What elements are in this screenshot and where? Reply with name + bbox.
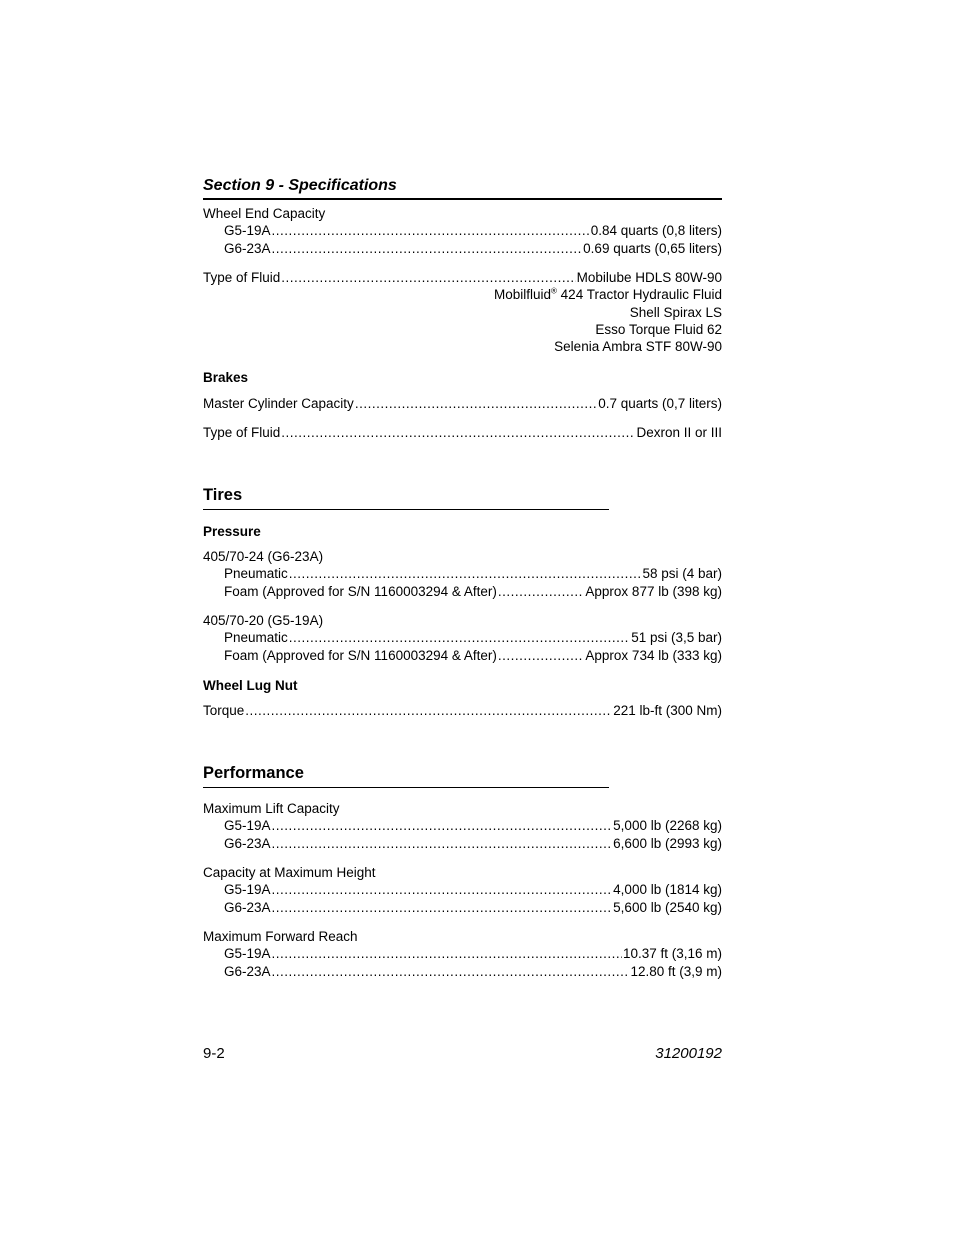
spec-label: G6-23A: [224, 835, 271, 851]
pressure-title: Pressure: [203, 524, 261, 539]
brakes-block: [203, 369, 722, 386]
spec-label: G6-23A: [224, 899, 271, 915]
spec-label: G5-19A: [224, 223, 271, 239]
max-forward-reach-title: Maximum Forward Reach: [203, 929, 358, 944]
leader-dots: [281, 269, 575, 286]
spec-row: [203, 269, 722, 286]
leader-dots: [281, 424, 635, 441]
spec-label: G6-23A: [224, 240, 271, 256]
spec-value: Approx 877 lb (398 kg): [585, 583, 722, 599]
tire-a-block: [203, 548, 722, 600]
max-lift-block: [203, 800, 722, 852]
leader-dots: [272, 963, 630, 980]
spec-row: [203, 222, 722, 239]
spec-label: Pneumatic: [224, 630, 288, 646]
spec-row: [203, 565, 722, 582]
performance-title: Performance: [203, 763, 609, 788]
fluid-product: 424 Tractor Hydraulic Fluid: [556, 287, 722, 303]
spec-value: Dexron II or III: [636, 425, 722, 440]
wheel-end-capacity-block: [203, 205, 722, 257]
leader-dots: [272, 817, 613, 834]
leader-dots: [272, 835, 613, 852]
spec-label: Foam (Approved for S/N 1160003294 & After): [224, 583, 497, 599]
spec-value: 6,600 lb (2993 kg): [613, 835, 722, 851]
lug-nut-block: [203, 677, 722, 694]
spec-value: 0.84 quarts (0,8 liters): [590, 223, 722, 239]
spec-label: Pneumatic: [224, 566, 288, 582]
spec-label: G5-19A: [224, 818, 271, 834]
spec-value: 5,600 lb (2540 kg): [613, 899, 722, 915]
spec-value: 4,000 lb (1814 kg): [613, 882, 722, 898]
spec-label: G5-19A: [224, 882, 271, 898]
spec-row: [203, 647, 722, 664]
doc-number: 31200192: [655, 1045, 722, 1062]
tires-title: Tires: [203, 485, 609, 510]
leader-dots: [272, 222, 590, 239]
leader-dots: [272, 881, 613, 898]
spec-value: 221 lb-ft (300 Nm): [613, 703, 722, 718]
spec-row: [203, 881, 722, 898]
max-forward-reach-block: [203, 928, 722, 980]
wheel-end-capacity-title: Wheel End Capacity: [203, 206, 326, 221]
tire-size-title: 405/70-20 (G5-19A): [203, 613, 324, 628]
leader-dots: [245, 702, 612, 719]
brakes-title: Brakes: [203, 370, 249, 385]
spec-row: [203, 835, 722, 852]
spec-row: [203, 899, 722, 916]
spec-label: G5-19A: [224, 946, 271, 962]
spec-value: 51 psi (3,5 bar): [631, 630, 722, 646]
capacity-max-height-block: [203, 864, 722, 916]
section-header: Section 9 - Specifications: [203, 176, 722, 200]
spec-label: Foam (Approved for S/N 1160003294 & After): [224, 647, 497, 663]
spec-row: [203, 583, 722, 600]
capacity-max-height-title: Capacity at Maximum Height: [203, 865, 376, 880]
axle-fluid-block: [203, 269, 722, 355]
spec-label: Torque: [203, 703, 245, 718]
tire-b-block: [203, 612, 722, 664]
pressure-block: [203, 523, 722, 540]
leader-dots: [272, 899, 613, 916]
brake-fluid-block: [203, 424, 722, 441]
spec-row: [203, 817, 722, 834]
spec-value: 58 psi (4 bar): [642, 566, 722, 582]
spec-row: [203, 963, 722, 980]
spec-value: 10.37 ft (3,16 m): [622, 946, 722, 962]
leader-dots: [289, 629, 630, 646]
spec-row: [203, 395, 722, 412]
leader-dots: [272, 945, 622, 962]
fluid-alternative: Esso Torque Fluid 62: [595, 321, 722, 337]
leader-dots: [289, 565, 642, 582]
leader-dots: [498, 647, 585, 664]
spec-value: Approx 734 lb (333 kg): [585, 647, 722, 663]
spec-value: Mobilube HDLS 80W-90: [576, 270, 722, 285]
max-lift-title: Maximum Lift Capacity: [203, 801, 340, 816]
spec-value: 0.69 quarts (0,65 liters): [583, 240, 722, 256]
fluid-brand: Mobilfluid: [493, 287, 552, 303]
registered-mark: ®: [551, 286, 557, 296]
fluid-alternative: Shell Spirax LS: [629, 304, 722, 320]
leader-dots: [272, 240, 583, 257]
master-cylinder-block: [203, 395, 722, 412]
lug-nut-title: Wheel Lug Nut: [203, 678, 298, 693]
spec-value: 5,000 lb (2268 kg): [613, 818, 722, 834]
leader-dots: [498, 583, 585, 600]
spec-value: 12.80 ft (3,9 m): [630, 963, 722, 979]
fluid-alternative: [203, 286, 722, 303]
torque-block: [203, 702, 722, 719]
tire-size-title: 405/70-24 (G6-23A): [203, 549, 324, 564]
leader-dots: [355, 395, 597, 412]
spec-label: G6-23A: [224, 963, 271, 979]
page-number: 9-2: [203, 1045, 225, 1062]
spec-row: [203, 945, 722, 962]
spec-row: [203, 240, 722, 257]
spec-label: Master Cylinder Capacity: [203, 396, 354, 411]
spec-row: [203, 629, 722, 646]
fluid-alternative: Selenia Ambra STF 80W-90: [554, 339, 722, 355]
spec-row: [203, 424, 722, 441]
spec-label: Type of Fluid: [203, 425, 281, 440]
spec-row: [203, 702, 722, 719]
spec-value: 0.7 quarts (0,7 liters): [598, 396, 722, 411]
spec-label: Type of Fluid: [203, 270, 281, 285]
